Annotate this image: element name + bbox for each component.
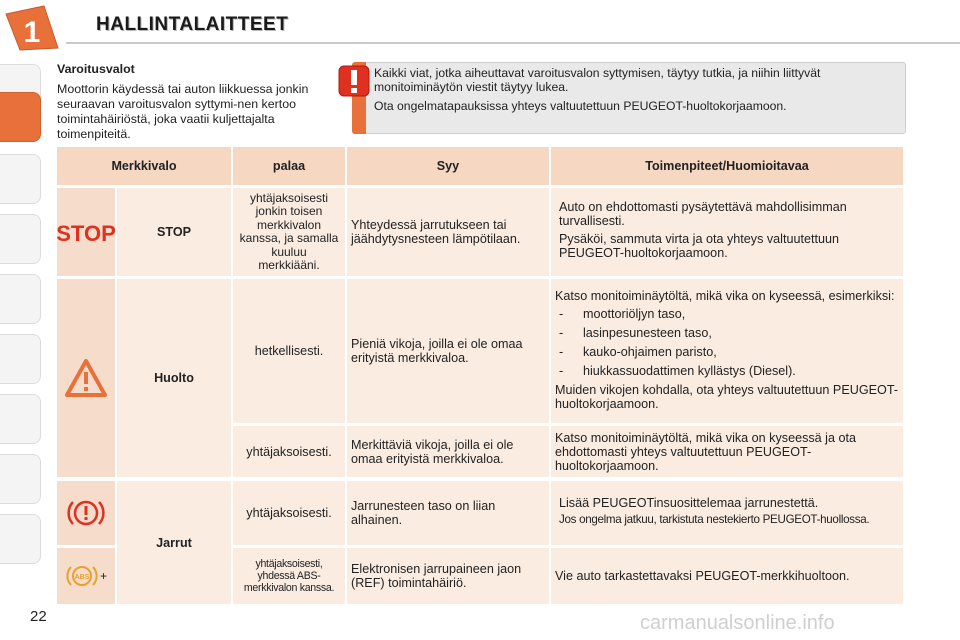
side-tab-active[interactable] bbox=[0, 92, 41, 142]
list-item: - hiukkassuodattimen kyllästys (Diesel). bbox=[555, 364, 899, 378]
jarrut-action-2: Vie auto tarkastettavaksi PEUGEOT-merkkihuoltoon. bbox=[551, 548, 903, 604]
page-title: HALLINTALAITTEET bbox=[96, 14, 289, 35]
abs-lamp-cell bbox=[57, 548, 115, 604]
side-tab[interactable] bbox=[0, 334, 41, 384]
warning-triangle-icon bbox=[64, 358, 108, 398]
list-item: - moottoriöljyn taso, bbox=[555, 307, 899, 321]
huolto-name: Huolto bbox=[117, 279, 231, 477]
warning-paragraph-2: Ota ongelmatapauksissa yhteys valtuutettuun PEUGEOT-huoltokorjaamoon. bbox=[374, 99, 787, 113]
intro-text: Moottorin käydessä tai auton liikkuessa jonkin seuraavan varoitusvalon syttymi-nen kertoo toimintahäiriöstä, joka vaatii kuljettajalta toimenpiteitä. bbox=[57, 82, 309, 141]
header-palaa: palaa bbox=[233, 147, 345, 185]
side-index bbox=[0, 64, 44, 574]
stop-name: STOP bbox=[117, 188, 231, 276]
jarrut-action-1 bbox=[551, 481, 903, 545]
huolto-action-outro: Muiden vikojen kohdalla, ota yhteys valtuutettuun PEUGEOT-huoltokorjaamoon. bbox=[555, 383, 899, 411]
brake-warning-icon bbox=[66, 496, 106, 530]
stop-action-1: Auto on ehdottomasti pysäytettävä mahdollisimman turvallisesti. bbox=[559, 200, 847, 228]
huolto-lamp-cell bbox=[57, 279, 115, 477]
jarrut-name: Jarrut bbox=[117, 481, 231, 604]
plus-sign: + bbox=[99, 569, 107, 583]
chapter-number: 1 bbox=[23, 16, 41, 49]
header-syy: Syy bbox=[347, 147, 549, 185]
huolto-palaa-1: hetkellisesti. bbox=[233, 279, 345, 423]
svg-text:STOP: STOP bbox=[56, 221, 116, 246]
intro-heading: Varoitusvalot bbox=[57, 62, 135, 76]
chapter-tab bbox=[0, 0, 66, 52]
watermark: carmanualsonline.info bbox=[640, 612, 835, 634]
stop-palaa: yhtäjaksoisesti jonkin toisen merkkivalon kanssa, ja samalla kuuluu merkkiääni. bbox=[233, 188, 345, 276]
exclamation-icon bbox=[337, 64, 371, 98]
stop-icon bbox=[56, 215, 116, 249]
list-item: - kauko-ohjaimen paristo, bbox=[555, 345, 899, 359]
list-item: - lasinpesunesteen taso, bbox=[555, 326, 899, 340]
warning-paragraph-1: Kaikki viat, jotka aiheuttavat varoitusvalon syttymisen, täytyy tutkia, ja niihin liittyvät monitoiminäytön viestit täytyy lukea. bbox=[374, 66, 821, 94]
jarrut-syy-2: Elektronisen jarrupaineen jaon (REF) toimintahäiriö. bbox=[347, 548, 549, 604]
stop-syy: Yhteydessä jarrutukseen tai jäähdytysnesteen lämpötilaan. bbox=[347, 188, 549, 276]
header-toimenpiteet: Toimenpiteet/Huomioitavaa bbox=[551, 147, 903, 185]
side-tab[interactable] bbox=[0, 394, 41, 444]
svg-text:ABS: ABS bbox=[74, 574, 90, 581]
huolto-action-intro: Katso monitoiminäytöltä, mikä vika on kyseessä, esimerkiksi: bbox=[555, 289, 895, 303]
side-tab[interactable] bbox=[0, 514, 41, 564]
jarrut-palaa-1: yhtäjaksoisesti. bbox=[233, 481, 345, 545]
stop-action bbox=[551, 188, 903, 276]
huolto-action-list bbox=[555, 307, 899, 378]
huolto-palaa-2: yhtäjaksoisesti. bbox=[233, 426, 345, 477]
side-tab[interactable] bbox=[0, 214, 41, 264]
jarrut-syy-1: Jarrunesteen taso on liian alhainen. bbox=[347, 481, 549, 545]
huolto-action-1 bbox=[551, 279, 903, 423]
page-number: 22 bbox=[30, 608, 47, 625]
huolto-syy-2: Merkittäviä vikoja, joilla ei ole omaa erityistä merkkivaloa. bbox=[347, 426, 549, 477]
stop-action-2: Pysäköi, sammuta virta ja ota yhteys valtuutettuun PEUGEOT-huoltokorjaamoon. bbox=[559, 232, 839, 260]
huolto-action-2: Katso monitoiminäytöltä, mikä vika on kyseessä ja ota ehdottomasti yhteys valtuutettuun PEUGEOT-huoltokorjaamoon. bbox=[551, 426, 903, 477]
brake-lamp-cell bbox=[57, 481, 115, 545]
warning-text bbox=[374, 66, 898, 118]
side-tab[interactable] bbox=[0, 454, 41, 504]
jarrut-action-1b: Jos ongelma jatkuu, tarkistuta nestekierto PEUGEOT-huollossa. bbox=[559, 513, 870, 526]
stop-lamp-cell bbox=[57, 188, 115, 276]
side-tab[interactable] bbox=[0, 274, 41, 324]
abs-icon bbox=[65, 563, 99, 589]
jarrut-palaa-2: yhtäjaksoisesti, yhdessä ABS-merkkivalon kanssa. bbox=[233, 548, 345, 604]
intro-section bbox=[57, 62, 329, 142]
side-tab[interactable] bbox=[0, 154, 41, 204]
header-merkkivalo: Merkkivalo bbox=[57, 147, 231, 185]
huolto-syy-1: Pieniä vikoja, joilla ei ole omaa erityistä merkkivaloa. bbox=[347, 279, 549, 423]
jarrut-action-1a: Lisää PEUGEOTinsuosittelemaa jarrunestettä. bbox=[559, 496, 819, 510]
